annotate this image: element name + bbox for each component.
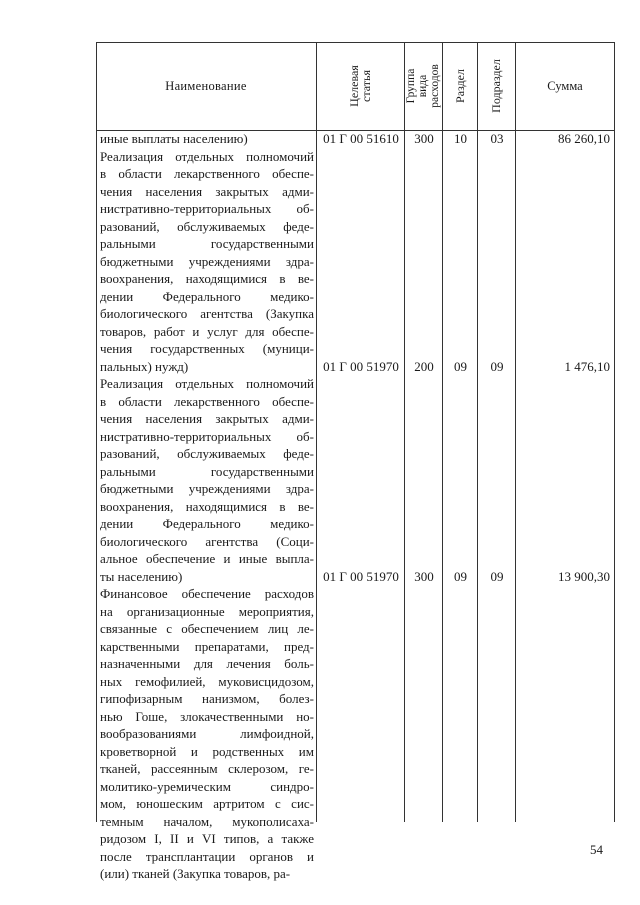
- row-name-line: связанные с обеспечением лиц ле-: [100, 621, 314, 636]
- header-sum: Сумма: [547, 78, 583, 93]
- row-name-line: биологического агентства (Закупка: [100, 306, 314, 321]
- table-row: [96, 148, 614, 376]
- row-code: 01 Г 00 51610: [323, 131, 399, 146]
- row-name-line: иные выплаты населению): [100, 131, 248, 146]
- row-name-line: темным началом, мукополисаха-: [100, 813, 314, 829]
- table-row: [96, 375, 614, 585]
- header-section-cell: [442, 42, 477, 130]
- row-group: 300: [414, 131, 434, 146]
- row-name-line: нью Гоше, злокачественными но-: [100, 708, 314, 724]
- row-name-line: нистративно-территориальных об-: [100, 201, 314, 216]
- row-name-line: Финансовое обеспечение расходов: [100, 586, 314, 601]
- row-name-line: чения населения закрытых адми-: [100, 183, 314, 199]
- row-name-line: воохранения, находящимися в ве-: [100, 498, 314, 514]
- row-name-line: Реализация отдельных полномочий: [100, 376, 314, 391]
- row-name-line: гипофизарным нанизмом, болез-: [100, 691, 314, 706]
- row-name-line: после трансплантации органов и: [100, 848, 314, 864]
- row-name-line: ты населению): [100, 568, 183, 584]
- row-subsection: 03: [490, 131, 504, 146]
- row-sum: 1 476,10: [564, 358, 610, 374]
- table-row: [96, 130, 614, 148]
- row-name: [100, 585, 314, 883]
- header-subsection-cell: [477, 42, 515, 130]
- row-name-line: биологического агентства (Соци-: [100, 533, 314, 549]
- row-name-line: дении Федерального медико-: [100, 516, 314, 531]
- row-name-line: воохранения, находящимися в ве-: [100, 271, 314, 286]
- row-name-line: кроветворной и родственных им: [100, 743, 314, 759]
- row-name-line: бюджетными учреждениями здра-: [100, 481, 314, 496]
- row-name-line: чения населения закрытых адми-: [100, 411, 314, 426]
- row-name-line: ных гемофилией, муковисцидозом,: [100, 673, 314, 689]
- row-name-line: (или) тканей (Закупка товаров, ра-: [100, 866, 291, 881]
- row-code: 01 Г 00 51970: [323, 568, 399, 584]
- row-name-line: в области лекарственного обеспе-: [100, 393, 314, 409]
- row-name-line: ральными государственными: [100, 236, 314, 251]
- row-code: 01 Г 00 51970: [323, 358, 399, 374]
- row-name-line: молитико-уремическим синдро-: [100, 778, 314, 794]
- row-name-line: пальных) нужд): [100, 358, 189, 374]
- header-group: Группа вида расходов: [405, 64, 441, 108]
- header-target-cell: [316, 42, 404, 130]
- row-name-line: дении Федерального медико-: [100, 288, 314, 304]
- row-name-line: альное обеспечение и иные выпла-: [100, 551, 314, 566]
- row-section: 10: [454, 131, 467, 146]
- header-name: Наименование: [165, 78, 247, 93]
- row-name-line: разований, обслуживаемых феде-: [100, 446, 314, 461]
- row-name-line: в области лекарственного обеспе-: [100, 166, 314, 181]
- row-subsection: 09: [490, 568, 504, 584]
- row-name-line: чения государственных (муници-: [100, 341, 314, 356]
- row-name-line: назначенными для лечения боль-: [100, 656, 314, 671]
- row-group: 200: [414, 358, 434, 374]
- row-section: 09: [454, 568, 467, 584]
- header-target: Целевая статья: [347, 65, 373, 107]
- row-name-line: товаров, работ и услуг для обеспе-: [100, 323, 314, 339]
- page-number: 54: [590, 842, 603, 857]
- row-name-line: ридозом I, II и VI типов, а также: [100, 831, 314, 846]
- row-name: [100, 148, 314, 376]
- row-name-line: вообразованиями лимфоидной,: [100, 726, 314, 741]
- row-group: 300: [414, 568, 434, 584]
- row-name-line: на организационные мероприятия,: [100, 603, 314, 619]
- row-name-line: карственными препаратами, пред-: [100, 638, 314, 654]
- row-section: 09: [454, 358, 467, 374]
- table-border-right: [614, 42, 615, 822]
- row-name: [100, 130, 314, 148]
- row-name-line: ральными государственными: [100, 463, 314, 479]
- row-name-line: бюджетными учреждениями здра-: [100, 253, 314, 269]
- row-name-line: нистративно-территориальных об-: [100, 428, 314, 444]
- header-subsection: Подраздел: [489, 59, 504, 113]
- table-row: [96, 585, 614, 883]
- row-name-line: разований, обслуживаемых феде-: [100, 218, 314, 234]
- row-subsection: 09: [490, 358, 504, 374]
- row-name-line: тканей, рассеянным склерозом, ге-: [100, 761, 314, 776]
- row-name: [100, 375, 314, 585]
- row-name-line: мом, юношеским артритом с сис-: [100, 796, 314, 811]
- header-section: Раздел: [452, 69, 467, 103]
- row-name-line: Реализация отдельных полномочий: [100, 148, 314, 164]
- row-sum: 86 260,10: [558, 131, 610, 146]
- header-group-cell: [404, 42, 442, 130]
- row-sum: 13 900,30: [558, 568, 610, 584]
